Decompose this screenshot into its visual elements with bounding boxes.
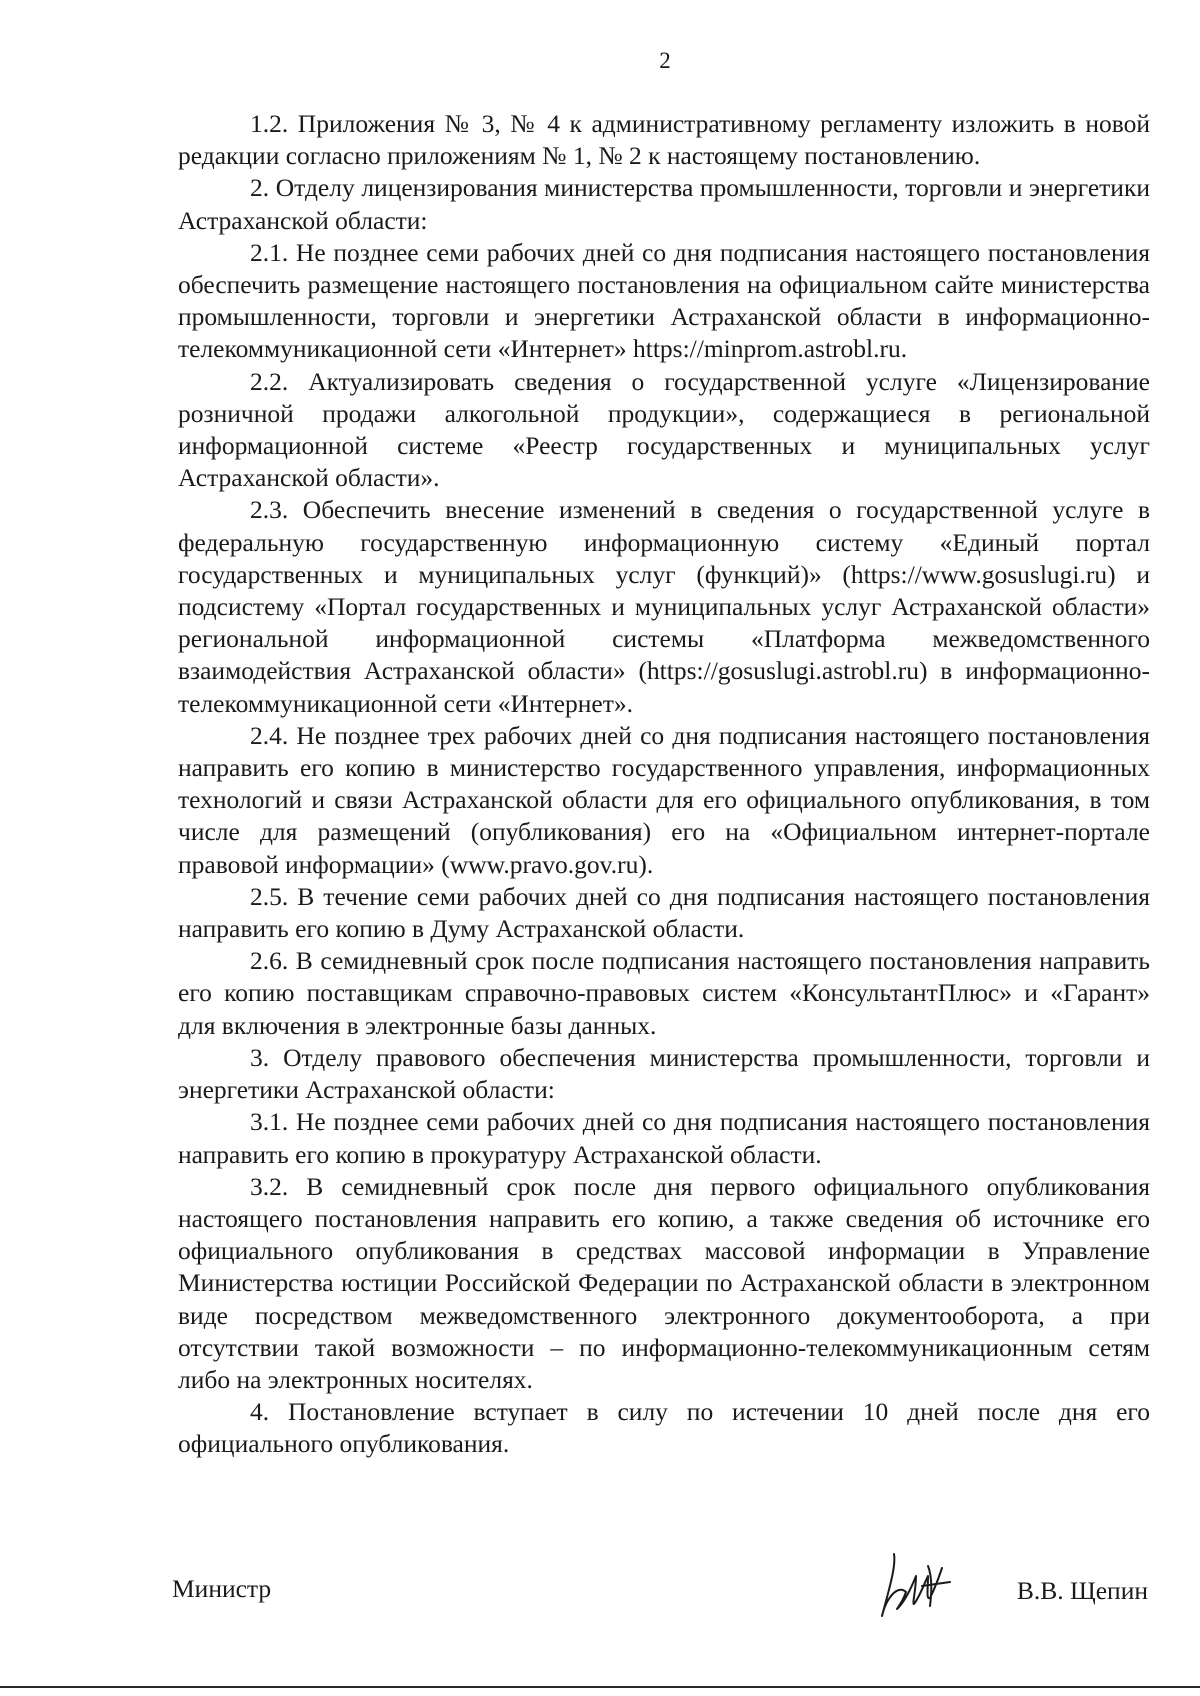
signatory-title: Министр <box>172 1574 272 1603</box>
paragraph-2: 2. Отделу лицензирования министерства промышленности, торговли и энергетики Астраханской области: <box>178 173 1150 235</box>
paragraph-2-4: 2.4. Не позднее трех рабочих дней со дня подписания настоящего постановления направить его копию в министерство государственного управления, информационных технологий и связи Астраханской области для его официального опубликования, в том числе для размещений (опубликования) его на «Официальном интернет-портале правовой информации» (www.pravo.gov.ru). <box>178 720 1150 879</box>
paragraph-2-2: 2.2. Актуализировать сведения о государственной услуге «Лицензирование розничной продажи алкогольной продукции», содержащиеся в региональной информационной системе «Реестр государственных и муниципальных услуг Астраханской области». <box>178 366 1150 493</box>
paragraph-2-6: 2.6. В семидневный срок после подписания настоящего постановления направить его копию поставщикам справочно-правовых систем «КонсультантПлюс» и «Гарант» для включения в электронные базы данных. <box>178 946 1150 1040</box>
paragraph-2-5: 2.5. В течение семи рабочих дней со дня подписания настоящего постановления направить его копию в Думу Астраханской области. <box>178 881 1150 944</box>
paragraph-3-1: 3.1. Не позднее семи рабочих дней со дня подписания настоящего постановления направить его копию в прокуратуру Астраханской области. <box>178 1107 1150 1169</box>
paragraph-1-2: 1.2. Приложения № 3, № 4 к административному регламенту изложить в новой редакции согласно приложениям № 1, № 2 к настоящему постановлению. <box>178 109 1150 171</box>
document-body <box>178 108 1150 1461</box>
footer-divider <box>0 1686 1200 1688</box>
handwritten-signature-icon <box>872 1546 962 1626</box>
paragraph-2-1: 2.1. Не позднее семи рабочих дней со дня подписания настоящего постановления обеспечить размещение настоящего постановления на официальном сайте министерства промышленности, торговли и энергетики Астраханской области в информационно-телекоммуникационной сети «Интернет» https://minprom.astrobl.ru. <box>178 237 1150 364</box>
page-number: 2 <box>659 48 671 73</box>
paragraph-2-3: 2.3. Обеспечить внесение изменений в сведения о государственной услуге в федеральную государственную информационную систему «Единый портал государственных и муниципальных услуг (функций)» (https://www.gosuslugi.ru) и подсистему «Портал государственных и муниципальных услуг Астраханской области» региональной информационной системы «Платформа межведомственного взаимодействия Астраханской области» (https://gosuslugi.astrobl.ru) в информационно-телекоммуникационной сети «Интернет». <box>178 495 1150 718</box>
paragraph-3-2: 3.2. В семидневный срок после дня первого официального опубликования настоящего постановления направить его копию, а также сведения об источнике его официального опубликования в средствах массовой информации в Управление Министерства юстиции Российской Федерации по Астраханской области в электронном виде посредством межведомственного электронного документооборота, а при отсутствии такой возможности – по информационно-телекоммуникационным сетям либо на электронных носителях. <box>178 1171 1150 1394</box>
paragraph-4: 4. Постановление вступает в силу по истечении 10 дней после дня его официального опубликования. <box>178 1397 1150 1459</box>
signature-block <box>172 1558 1148 1618</box>
paragraph-3: 3. Отделу правового обеспечения министерства промышленности, торговли и энергетики Астраханской области: <box>178 1042 1150 1105</box>
signatory-name: В.В. Щепин <box>1016 1576 1148 1605</box>
